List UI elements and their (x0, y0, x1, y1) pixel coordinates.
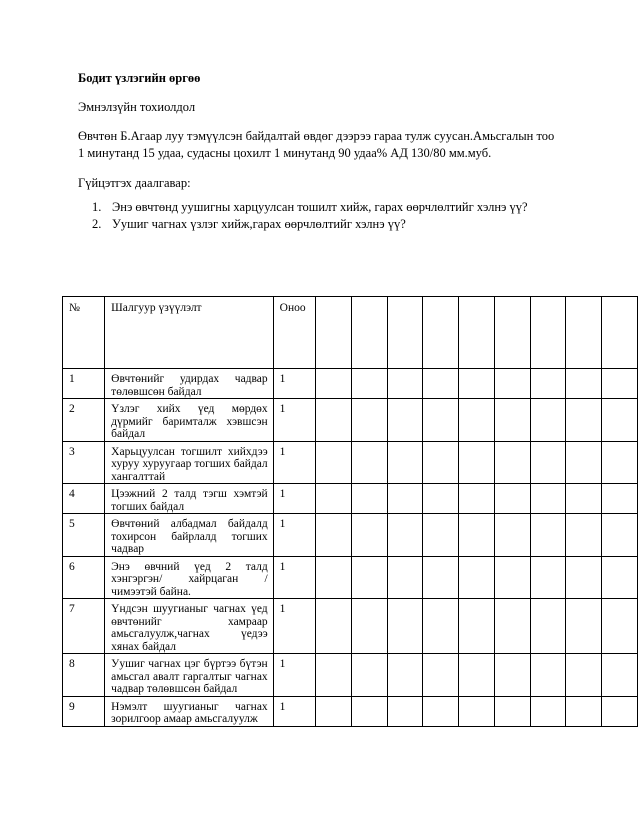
blank-cell (530, 599, 566, 654)
blank-cell (351, 514, 387, 557)
blank-cell (316, 484, 352, 514)
blank-cell (459, 297, 495, 369)
blank-cell (602, 654, 638, 697)
case-description: Өвчтөн Б.Агаар луу тэмүүлсэн байдалтай өвдөг дээрээ гараа тулж суусан.Амьсгалын тоо 1 минутанд 15 удаа, судасны цохилт 1 минутанд 90 удаа% АД 130/80 мм.муб. (78, 129, 555, 160)
blank-cell (423, 696, 459, 726)
blank-cell (387, 484, 423, 514)
table-row (63, 484, 638, 514)
row-score: 1 (273, 399, 316, 442)
task-text: Энэ өвчтөнд уушигны харцуулсан тошилт хийж, гарах өөрчлөлтийг хэлнэ үү? (112, 200, 528, 214)
blank-cell (602, 297, 638, 369)
blank-cell (459, 556, 495, 599)
blank-cell (494, 484, 530, 514)
blank-cell (566, 484, 602, 514)
header-criteria: Шалгуур үзүүлэлт (105, 297, 274, 369)
blank-cell (316, 297, 352, 369)
blank-cell (316, 599, 352, 654)
row-number: 7 (63, 599, 105, 654)
blank-cell (494, 369, 530, 399)
blank-cell (351, 599, 387, 654)
blank-cell (351, 399, 387, 442)
row-number: 9 (63, 696, 105, 726)
row-criteria: Үзлэг хийх үед мөрдөх дүрмийг баримталж хэвшсэн байдал (105, 399, 274, 442)
row-criteria: Үндсэн шуугианыг чагнах үед өвчтөнийг хамраар амьсгалуулж,чагнах үедээ хянах байдал (105, 599, 274, 654)
blank-cell (351, 654, 387, 697)
blank-cell (423, 514, 459, 557)
blank-cell (566, 297, 602, 369)
blank-cell (494, 441, 530, 484)
blank-cell (602, 399, 638, 442)
blank-cell (530, 514, 566, 557)
row-criteria: Өвчтөний албадмал байдалд тохирсон байрлалд тогших чадвар (105, 514, 274, 557)
table-row (63, 399, 638, 442)
blank-cell (566, 654, 602, 697)
blank-cell (387, 514, 423, 557)
blank-cell (423, 369, 459, 399)
blank-cell (423, 441, 459, 484)
blank-cell (566, 514, 602, 557)
blank-cell (530, 441, 566, 484)
blank-cell (423, 484, 459, 514)
blank-cell (387, 599, 423, 654)
table-header-row (63, 297, 638, 369)
task-item (92, 199, 528, 216)
blank-cell (387, 441, 423, 484)
row-score: 1 (273, 654, 316, 697)
blank-cell (566, 369, 602, 399)
table-row (63, 369, 638, 399)
blank-cell (494, 654, 530, 697)
row-criteria: Энэ өвчний үед 2 талд хэнгэргэн/ хайрцаган / чимээтэй байна. (105, 556, 274, 599)
blank-cell (423, 599, 459, 654)
header-score: Оноо (273, 297, 316, 369)
row-number: 2 (63, 399, 105, 442)
row-score: 1 (273, 369, 316, 399)
blank-cell (602, 599, 638, 654)
blank-cell (530, 297, 566, 369)
row-number: 5 (63, 514, 105, 557)
blank-cell (494, 514, 530, 557)
blank-cell (530, 484, 566, 514)
blank-cell (602, 484, 638, 514)
blank-cell (602, 514, 638, 557)
blank-cell (530, 399, 566, 442)
blank-cell (316, 696, 352, 726)
row-score: 1 (273, 484, 316, 514)
blank-cell (423, 297, 459, 369)
task-number: 2. (92, 217, 102, 231)
blank-cell (566, 599, 602, 654)
row-number: 6 (63, 556, 105, 599)
blank-cell (459, 696, 495, 726)
row-number: 4 (63, 484, 105, 514)
blank-cell (316, 369, 352, 399)
table-row (63, 654, 638, 697)
blank-cell (566, 441, 602, 484)
row-score: 1 (273, 441, 316, 484)
blank-cell (351, 297, 387, 369)
blank-cell (566, 696, 602, 726)
blank-cell (316, 654, 352, 697)
blank-cell (602, 556, 638, 599)
table-row (63, 599, 638, 654)
blank-cell (351, 441, 387, 484)
blank-cell (423, 654, 459, 697)
blank-cell (423, 556, 459, 599)
blank-cell (316, 514, 352, 557)
blank-cell (316, 441, 352, 484)
blank-cell (602, 696, 638, 726)
row-score: 1 (273, 514, 316, 557)
row-score: 1 (273, 556, 316, 599)
blank-cell (351, 696, 387, 726)
blank-cell (494, 696, 530, 726)
blank-cell (316, 399, 352, 442)
blank-cell (387, 369, 423, 399)
row-number: 1 (63, 369, 105, 399)
table-row (63, 696, 638, 726)
row-criteria: Харьцуулсан тогшилт хийхдээ хуруу хуруугаар тогших байдал хангалттай (105, 441, 274, 484)
task-number: 1. (92, 200, 102, 214)
blank-cell (459, 369, 495, 399)
blank-cell (316, 556, 352, 599)
blank-cell (494, 399, 530, 442)
table-row (63, 514, 638, 557)
blank-cell (459, 484, 495, 514)
row-score: 1 (273, 696, 316, 726)
table-row (63, 556, 638, 599)
blank-cell (387, 696, 423, 726)
blank-cell (459, 514, 495, 557)
blank-cell (351, 556, 387, 599)
blank-cell (530, 696, 566, 726)
blank-cell (351, 484, 387, 514)
blank-cell (459, 399, 495, 442)
blank-cell (494, 556, 530, 599)
blank-cell (494, 599, 530, 654)
blank-cell (566, 399, 602, 442)
blank-cell (387, 399, 423, 442)
row-number: 8 (63, 654, 105, 697)
blank-cell (530, 654, 566, 697)
row-score: 1 (273, 599, 316, 654)
blank-cell (530, 369, 566, 399)
tasks-label: Гүйцэтгэх даалгавар: (78, 176, 191, 190)
blank-cell (530, 556, 566, 599)
task-text: Уушиг чагнах үзлэг хийж,гарах өөрчлөлтийг хэлнэ үү? (112, 217, 406, 231)
blank-cell (387, 297, 423, 369)
blank-cell (351, 369, 387, 399)
blank-cell (494, 297, 530, 369)
row-criteria: Өвчтөнийг удирдах чадвар төлөвшсөн байдал (105, 369, 274, 399)
row-number: 3 (63, 441, 105, 484)
blank-cell (387, 654, 423, 697)
row-criteria: Уушиг чагнах цэг бүртээ бүтэн амьсгал авалт гаргалтыг чагнах чадвар төлөвшсөн байдал (105, 654, 274, 697)
blank-cell (459, 599, 495, 654)
task-item (92, 216, 528, 233)
rubric-table (62, 296, 638, 727)
blank-cell (602, 369, 638, 399)
blank-cell (459, 441, 495, 484)
blank-cell (387, 556, 423, 599)
blank-cell (602, 441, 638, 484)
document-title: Бодит үзлэгийн өргөө (78, 71, 201, 85)
header-number: № (63, 297, 105, 369)
table-row (63, 441, 638, 484)
document-subtitle: Эмнэлзүйн тохиолдол (78, 100, 196, 114)
row-criteria: Нэмэлт шуугианыг чагнах зорилгоор амаар амьсгалуулж (105, 696, 274, 726)
blank-cell (459, 654, 495, 697)
task-list (92, 199, 528, 233)
blank-cell (423, 399, 459, 442)
blank-cell (566, 556, 602, 599)
row-criteria: Цээжний 2 талд тэгш хэмтэй тогших байдал (105, 484, 274, 514)
